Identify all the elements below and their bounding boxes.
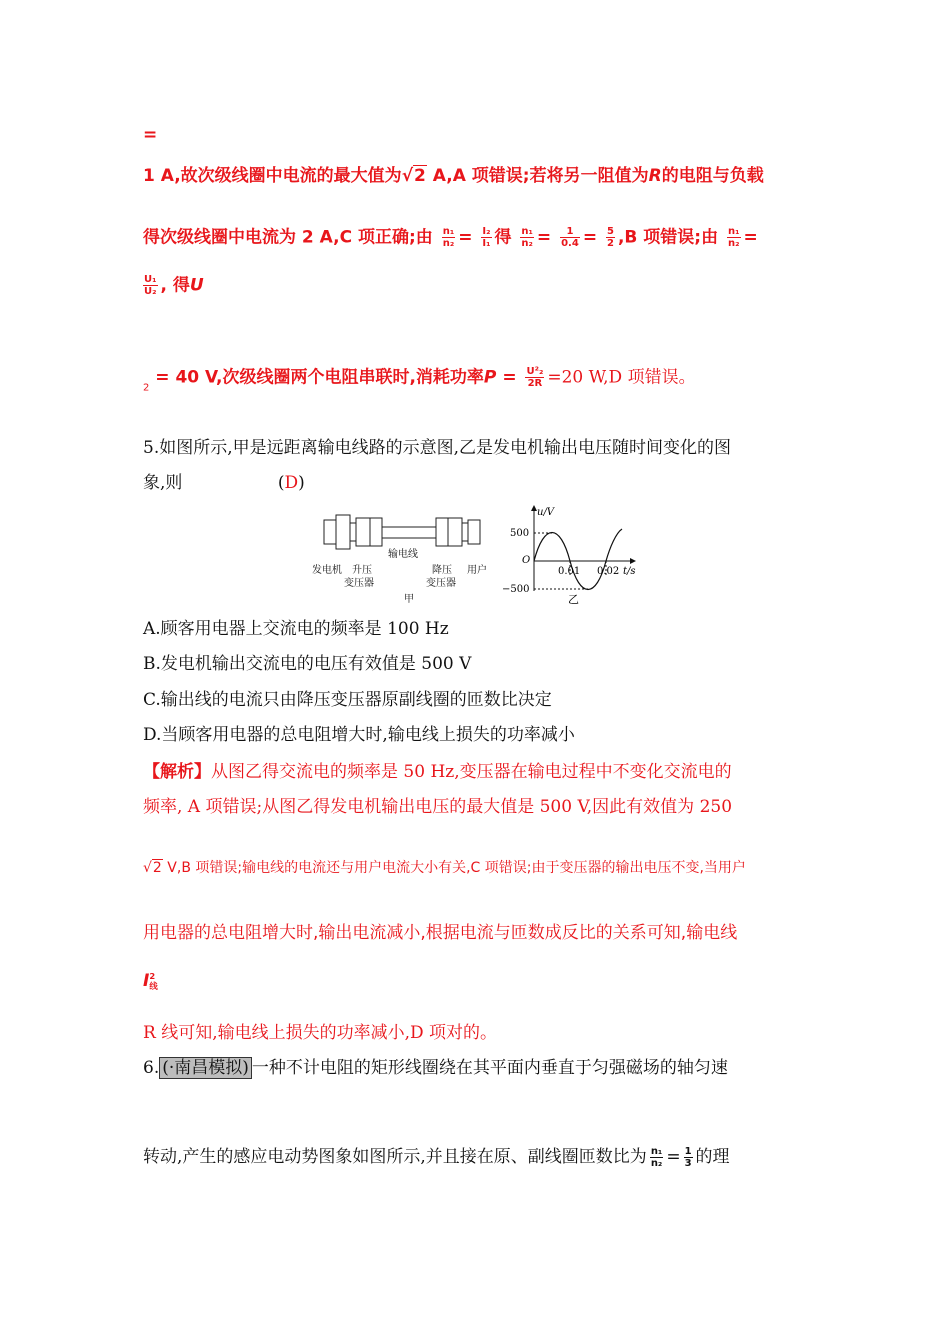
denominator: U₂ xyxy=(144,286,157,297)
text: 的理 xyxy=(695,1147,730,1167)
x-label: t/s xyxy=(623,566,636,577)
origin: O xyxy=(522,555,531,566)
denominator: 0.4 xyxy=(561,238,579,249)
text: V,B 项错误;输电线的电流还与用户电流大小有关,C 项错误;由于变压器的输出电压不变,当用户 xyxy=(162,860,746,876)
fraction xyxy=(650,1146,664,1169)
analysis-line-1 xyxy=(143,761,732,783)
text: 的电阻与负载 xyxy=(661,166,764,186)
numerator: U₁ xyxy=(144,274,157,285)
equals: = xyxy=(458,227,473,248)
text: 得 xyxy=(494,227,512,248)
equals: = xyxy=(536,227,552,248)
stepdown-left xyxy=(436,518,448,546)
question-number: 6. xyxy=(143,1058,160,1078)
subscript: 2 xyxy=(143,382,150,394)
numerator: U²₂ xyxy=(526,366,544,377)
analysis-tag: 【解析】 xyxy=(143,762,211,782)
option-a: A.顾客用电器上交流电的频率是 100 Hz xyxy=(143,619,449,639)
sqrt-symbol: √2 xyxy=(143,860,162,876)
numerator: n₁ xyxy=(442,226,455,237)
sine-wave-2 xyxy=(606,529,622,561)
label-line: 输电线 xyxy=(388,549,418,560)
equals: = xyxy=(743,227,758,248)
denominator: I₁ xyxy=(482,238,491,249)
text: , 得 xyxy=(160,275,190,296)
stepdown-right xyxy=(448,518,462,546)
denominator: n₂ xyxy=(442,238,455,249)
fraction xyxy=(520,226,534,249)
equals-sign: = xyxy=(143,125,158,145)
var-u: U xyxy=(189,275,204,296)
sqrt-symbol: √2 xyxy=(401,166,426,186)
transmission-diagram xyxy=(312,503,648,611)
coupler xyxy=(350,523,356,541)
tick-002: 0.02 xyxy=(597,566,620,577)
label-stepup-1: 升压 xyxy=(352,565,372,576)
text: 转动,产生的感应电动势图象如图所示,并且接在原、副线圈匝数比为 xyxy=(143,1147,647,1167)
sqrt-radicand: 2 xyxy=(414,166,426,186)
coupler-2 xyxy=(462,523,468,541)
fraction xyxy=(143,274,158,297)
t-axis-arrow xyxy=(630,558,636,564)
option-c: C.输出线的电流只由降压变压器原副线圈的匝数比决定 xyxy=(143,690,552,710)
denominator: 3 xyxy=(684,1158,692,1169)
numerator: 1 xyxy=(560,226,580,238)
text: 象,则 xyxy=(143,473,183,493)
equals: = xyxy=(582,227,598,248)
diagram-jia xyxy=(324,515,480,549)
denominator: n₂ xyxy=(521,238,533,249)
var-r: R xyxy=(648,166,662,186)
analysis-line-5 xyxy=(143,970,158,992)
denominator: n₂ xyxy=(728,238,740,249)
text: 得次级线圈中电流为 2 A,C 项正确;由 xyxy=(143,227,433,248)
solution-line-4 xyxy=(143,366,696,400)
paren: ( xyxy=(277,473,285,493)
numerator: n₁ xyxy=(728,226,740,237)
text: =20 W,D 项错误。 xyxy=(547,367,696,388)
question-6-line-1 xyxy=(143,1057,728,1079)
analysis-line-3 xyxy=(143,857,746,879)
text: ,B 项错误;由 xyxy=(617,227,719,248)
solution-line-3 xyxy=(143,274,204,297)
answer: D xyxy=(284,473,299,493)
caption-jia: 甲 xyxy=(404,594,414,605)
fraction xyxy=(481,226,491,249)
fraction xyxy=(560,226,580,249)
superscript: 2 xyxy=(149,971,156,981)
label-stepdown-1: 降压 xyxy=(432,565,452,576)
var-i: I xyxy=(143,971,150,991)
fraction xyxy=(442,226,456,249)
text: A,A 项错误;若将另一阻值为 xyxy=(426,166,649,186)
label-generator: 发电机 xyxy=(312,565,342,576)
stepup-left xyxy=(356,518,370,546)
numerator: n₁ xyxy=(650,1146,663,1157)
label-user: 用户 xyxy=(467,565,487,576)
generator-block xyxy=(336,515,350,549)
numerator: n₁ xyxy=(521,226,533,237)
tick-500: 500 xyxy=(510,528,530,539)
figure xyxy=(312,503,648,611)
denominator: 2 xyxy=(606,238,614,249)
equals: = xyxy=(666,1147,681,1167)
question-6-line-2 xyxy=(143,1146,730,1169)
paren: ) xyxy=(298,473,305,493)
numerator: I₂ xyxy=(482,226,491,237)
analysis-line-2: 频率, A 项错误;从图乙得发电机输出电压的最大值是 500 V,因此有效值为 250 xyxy=(143,797,733,817)
stepup-right xyxy=(370,518,382,546)
fraction xyxy=(727,226,741,249)
text: 从图乙得交流电的频率是 50 Hz,变压器在输电过程中不变化交流电的 xyxy=(211,762,732,782)
sqrt-radicand: 2 xyxy=(152,860,162,876)
numerator: 5 xyxy=(606,226,614,237)
question-5-line-2 xyxy=(143,472,305,494)
generator-left-block xyxy=(324,520,336,544)
caption-yi: 乙 xyxy=(568,593,579,606)
label-stepup-2: 变压器 xyxy=(344,578,374,589)
denominator: 2R xyxy=(527,378,543,389)
text: 1 A,故次级线圈中电流的最大值为 xyxy=(143,166,402,186)
option-b: B.发电机输出交流电的电压有效值是 500 V xyxy=(143,654,472,674)
fraction xyxy=(606,226,615,249)
y-label: u/V xyxy=(537,507,555,518)
subscript: 线 xyxy=(149,981,158,991)
text: = 40 V,次级线圈两个电阻串联时,消耗功率 xyxy=(155,367,484,388)
analysis-line-6: R 线可知,输电线上损失的功率减小,D 项对的。 xyxy=(143,1023,498,1043)
numerator: 1 xyxy=(684,1146,692,1157)
denominator: n₂ xyxy=(650,1158,663,1169)
user-block xyxy=(468,520,480,544)
analysis-line-4: 用电器的总电阻增大时,输出电流减小,根据电流与匝数成反比的关系可知,输电线 xyxy=(143,923,738,943)
tick-001: 0.01 xyxy=(558,566,581,577)
source-tag: (·南昌模拟) xyxy=(159,1057,252,1079)
solution-line-2 xyxy=(143,226,758,249)
text: 一种不计电阻的矩形线圈绕在其平面内垂直于匀强磁场的轴匀速 xyxy=(251,1058,728,1078)
tick-neg500: −500 xyxy=(502,584,530,595)
var-p: P xyxy=(483,367,497,388)
answer-bracket xyxy=(278,472,305,494)
fraction xyxy=(525,366,544,389)
diagram-yi xyxy=(502,505,636,606)
fraction xyxy=(684,1146,693,1169)
solution-line-1 xyxy=(143,165,764,187)
equals: = xyxy=(502,367,517,388)
option-d: D.当顾客用电器的总电阻增大时,输电线上损失的功率减小 xyxy=(143,725,575,745)
question-5-line-1: 5.如图所示,甲是远距离输电线路的示意图,乙是发电机输出电压随时间变化的图 xyxy=(143,438,732,458)
label-stepdown-2: 变压器 xyxy=(426,578,456,589)
